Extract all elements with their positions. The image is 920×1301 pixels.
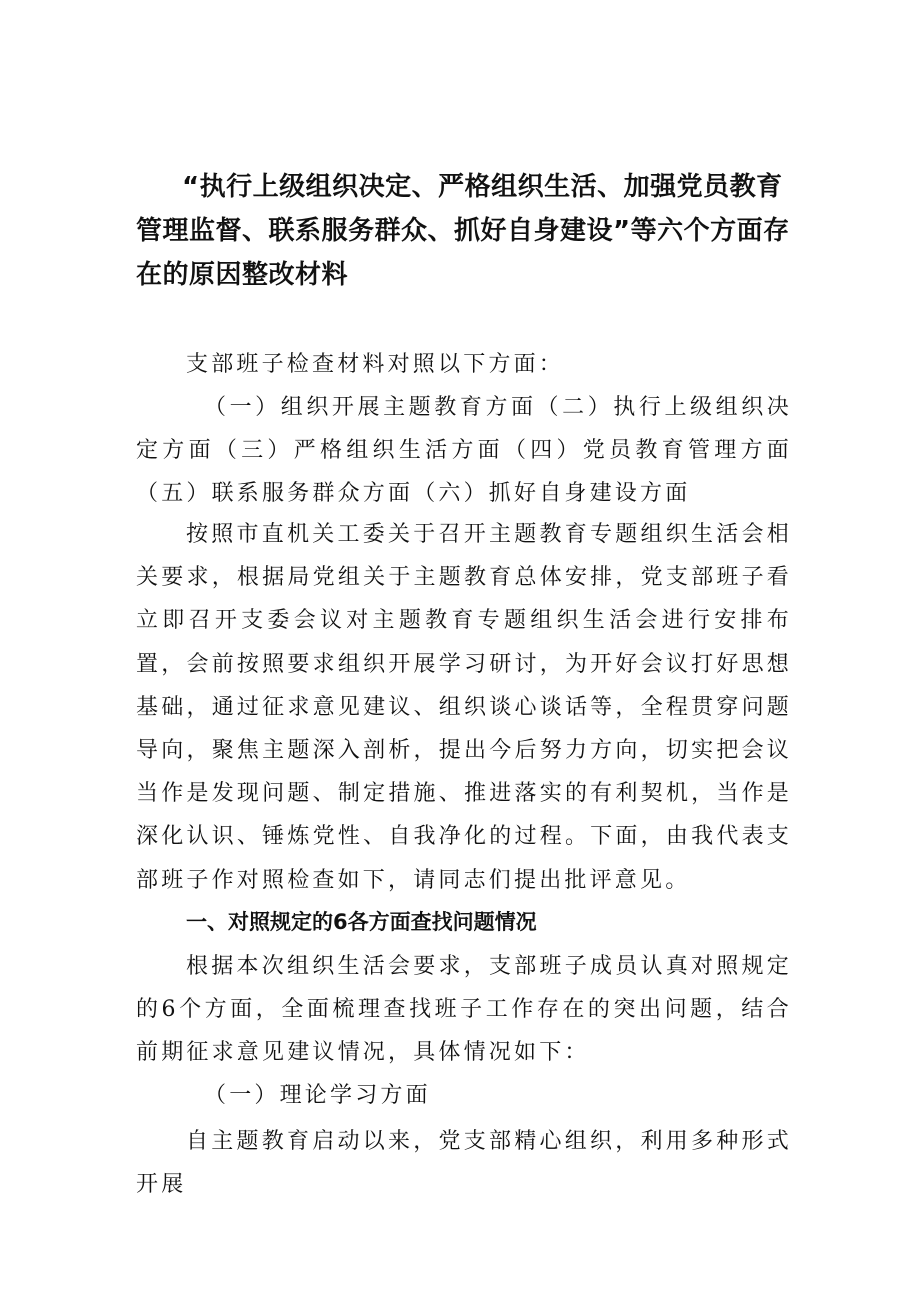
paragraph-3: 自主题教育启动以来，党支部精心组织，利用多种形式开展 [136,1129,792,1198]
subheading: （一）理论学习方面 [204,1083,431,1108]
paragraph-2: 根据本次组织生活会要求，支部班子成员认真对照规定的6个方面，全面梳理查找班子工作存在的突出问题，结合前期征求意见建议情况，具体情况如下： [136,954,792,1066]
paragraph-1: 按照市直机关工委关于召开主题教育专题组织生活会相关要求，根据局党组关于主题教育总体安排，党支部班子看立即召开支委会议对主题教育专题组织生活会进行安排布置，会前按照要求组织开展学习研讨，为开好会议打好思想基础，通过征求意见建议、组织谈心谈话等，全程贯穿问题导向，聚焦主题深入剖析，提出今后努力方向，切实把会议当作是发现问题、制定措施、推进落实的有利契机，当作是深化认识、锤炼党性、自我净化的过程。下面，由我代表支部班子作对照检查如下，请同志们提出批评意见。 [136,522,792,893]
section-heading: 一、对照规定的6各方面查找问题情况 [186,910,537,934]
document-title: “执行上级组织决定、严格组织生活、加强党员教育管理监督、联系服务群众、抓好自身建设”等六个方面存在的原因整改材料 [136,172,790,290]
aspects-list: （一）组织开展主题教育方面（二）执行上级组织决定方面（三）严格组织生活方面（四）党员教育管理方面（五）联系服务群众方面（六）抓好自身建设方面 [136,395,792,507]
intro-text: 支部班子检查材料对照以下方面： [186,352,565,377]
